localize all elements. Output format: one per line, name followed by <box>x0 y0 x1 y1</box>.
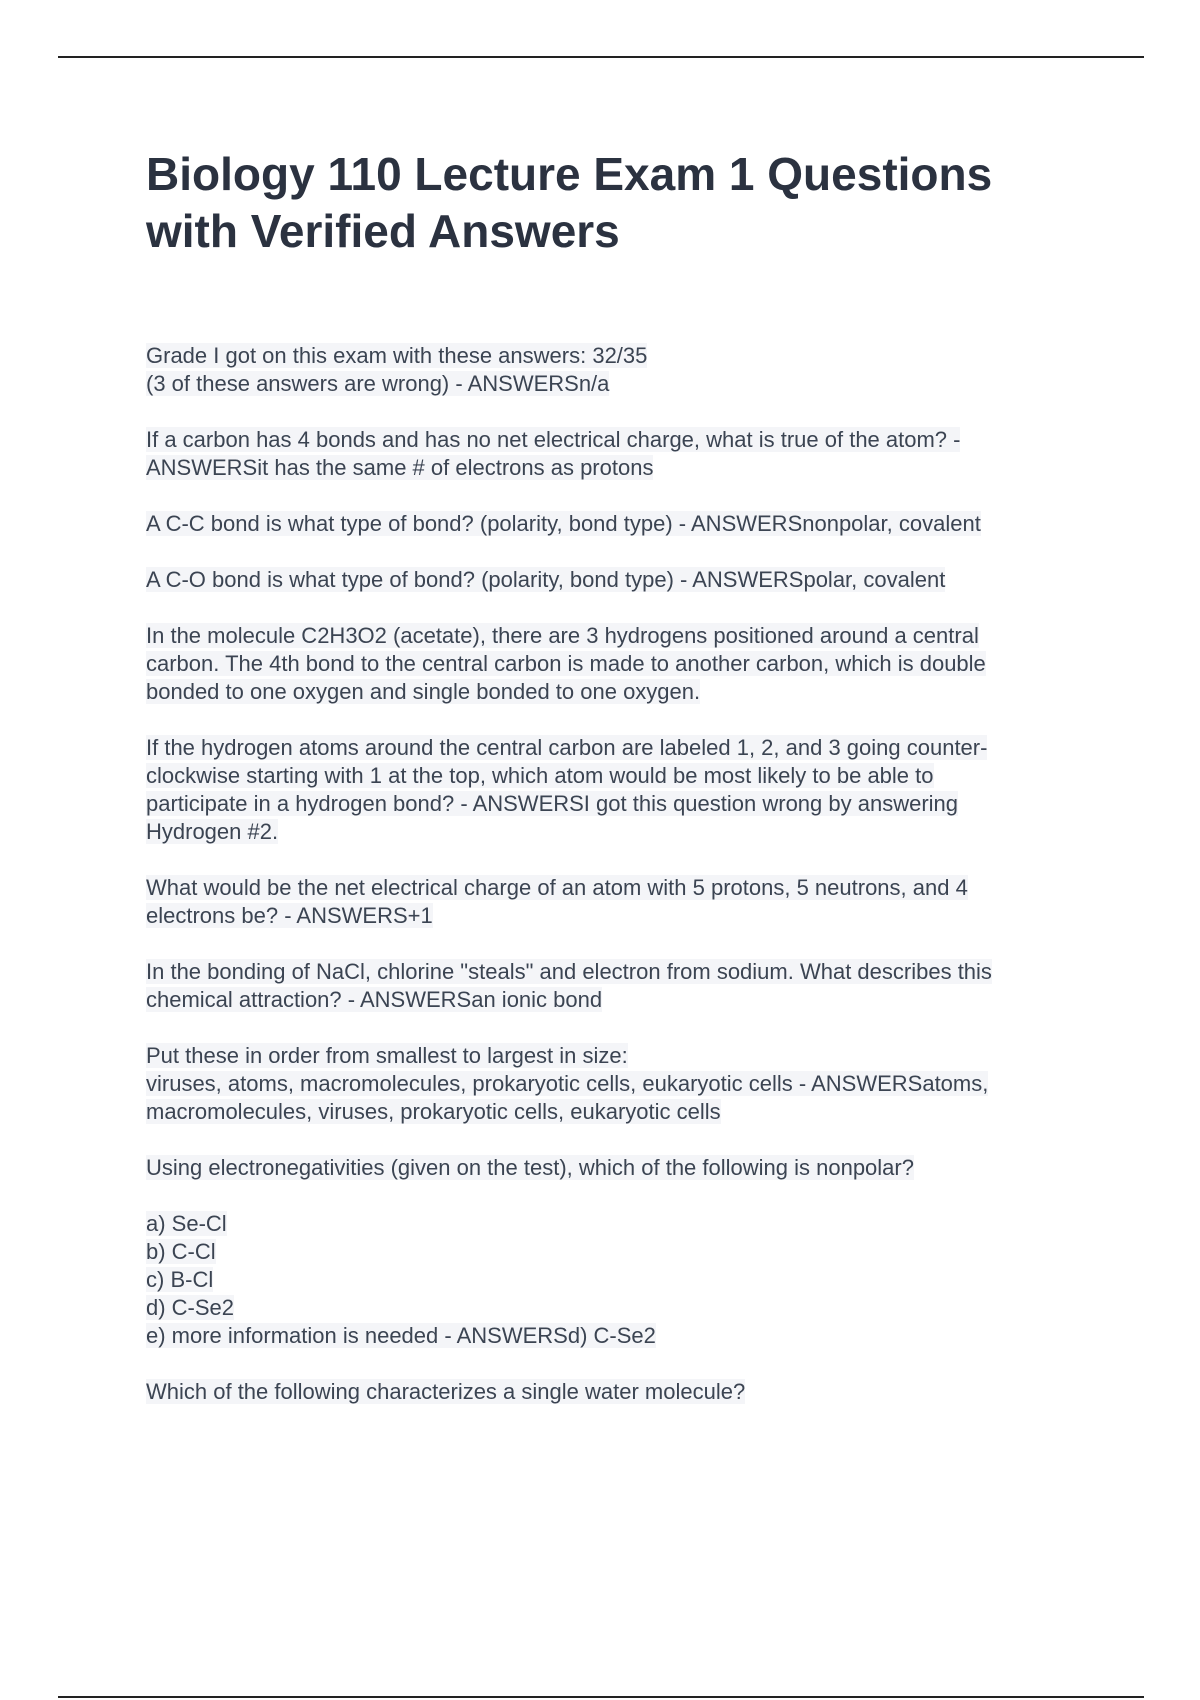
text-highlight: bonded to one oxygen and single bonded to one oxygen. <box>146 679 701 704</box>
text-highlight: electrons be? - ANSWERS+1 <box>146 903 433 928</box>
question-text-line <box>146 874 1086 902</box>
document-body <box>146 146 1086 1434</box>
text-highlight: Which of the following characterizes a single water molecule? <box>146 1379 746 1404</box>
question-item <box>146 874 1086 930</box>
text-highlight: Using electronegativities (given on the test), which of the following is nonpolar? <box>146 1155 914 1180</box>
question-item <box>146 342 1086 398</box>
question-text-line <box>146 678 1086 706</box>
top-rule <box>58 56 1144 58</box>
question-text-line <box>146 762 1086 790</box>
document-title <box>146 146 1086 260</box>
text-highlight: viruses, atoms, macromolecules, prokaryotic cells, eukaryotic cells - ANSWERSatoms, <box>146 1071 989 1096</box>
text-highlight: A C-C bond is what type of bond? (polarity, bond type) - ANSWERSnonpolar, covalent <box>146 511 981 536</box>
text-highlight: What would be the net electrical charge of an atom with 5 protons, 5 neutrons, and 4 <box>146 875 968 900</box>
question-item <box>146 1154 1086 1350</box>
question-list <box>146 342 1086 1406</box>
text-highlight: If a carbon has 4 bonds and has no net electrical charge, what is true of the atom? - <box>146 427 961 452</box>
text-highlight: carbon. The 4th bond to the central carbon is made to another carbon, which is double <box>146 651 986 676</box>
question-text-line <box>146 622 1086 650</box>
question-item <box>146 622 1086 706</box>
text-highlight: macromolecules, viruses, prokaryotic cells, eukaryotic cells <box>146 1099 721 1124</box>
question-text-line <box>146 1154 1086 1182</box>
question-text-line <box>146 1070 1086 1098</box>
question-text-line <box>146 734 1086 762</box>
text-highlight: Grade I got on this exam with these answers: 32/35 <box>146 343 648 368</box>
answer-option <box>146 1210 1086 1238</box>
question-text-line <box>146 510 1086 538</box>
question-text-line <box>146 986 1086 1014</box>
text-highlight: If the hydrogen atoms around the central carbon are labeled 1, 2, and 3 going counter- <box>146 735 988 760</box>
question-text-line <box>146 790 1086 818</box>
text-highlight: a) Se-Cl <box>146 1211 227 1236</box>
question-item <box>146 1378 1086 1406</box>
question-text-line <box>146 566 1086 594</box>
question-text-line <box>146 818 1086 846</box>
answer-option <box>146 1266 1086 1294</box>
question-text-line <box>146 370 1086 398</box>
text-highlight: participate in a hydrogen bond? - ANSWERSI got this question wrong by answering <box>146 791 959 816</box>
text-highlight: b) C-Cl <box>146 1239 216 1264</box>
answer-options <box>146 1210 1086 1350</box>
text-highlight: e) more information is needed - ANSWERSd) C-Se2 <box>146 1323 656 1348</box>
text-highlight: Hydrogen #2. <box>146 819 279 844</box>
question-text-line <box>146 902 1086 930</box>
bottom-rule <box>58 1696 1144 1698</box>
text-highlight: Put these in order from smallest to largest in size: <box>146 1043 628 1068</box>
question-text-line <box>146 650 1086 678</box>
answer-option <box>146 1294 1086 1322</box>
text-highlight: clockwise starting with 1 at the top, which atom would be most likely to be able to <box>146 763 934 788</box>
question-item <box>146 566 1086 594</box>
text-highlight: In the molecule C2H3O2 (acetate), there are 3 hydrogens positioned around a central <box>146 623 979 648</box>
question-text-line <box>146 426 1086 454</box>
text-highlight: d) C-Se2 <box>146 1295 235 1320</box>
title-line-2: with Verified Answers <box>146 205 620 257</box>
question-text-line <box>146 454 1086 482</box>
question-item <box>146 1042 1086 1126</box>
question-text-line <box>146 958 1086 986</box>
text-highlight: c) B-Cl <box>146 1267 214 1292</box>
question-text-line <box>146 342 1086 370</box>
question-item <box>146 510 1086 538</box>
text-highlight: ANSWERSit has the same # of electrons as protons <box>146 455 654 480</box>
question-item <box>146 958 1086 1014</box>
answer-option <box>146 1322 1086 1350</box>
title-line-1: Biology 110 Lecture Exam 1 Questions <box>146 148 993 200</box>
answer-option <box>146 1238 1086 1266</box>
question-text-line <box>146 1042 1086 1070</box>
question-item <box>146 426 1086 482</box>
text-highlight: chemical attraction? - ANSWERSan ionic bond <box>146 987 603 1012</box>
question-text-line <box>146 1378 1086 1406</box>
text-highlight: (3 of these answers are wrong) - ANSWERSn/a <box>146 371 610 396</box>
question-item <box>146 734 1086 846</box>
text-highlight: A C-O bond is what type of bond? (polarity, bond type) - ANSWERSpolar, covalent <box>146 567 946 592</box>
question-text-line <box>146 1098 1086 1126</box>
text-highlight: In the bonding of NaCl, chlorine "steals" and electron from sodium. What describes this <box>146 959 992 984</box>
